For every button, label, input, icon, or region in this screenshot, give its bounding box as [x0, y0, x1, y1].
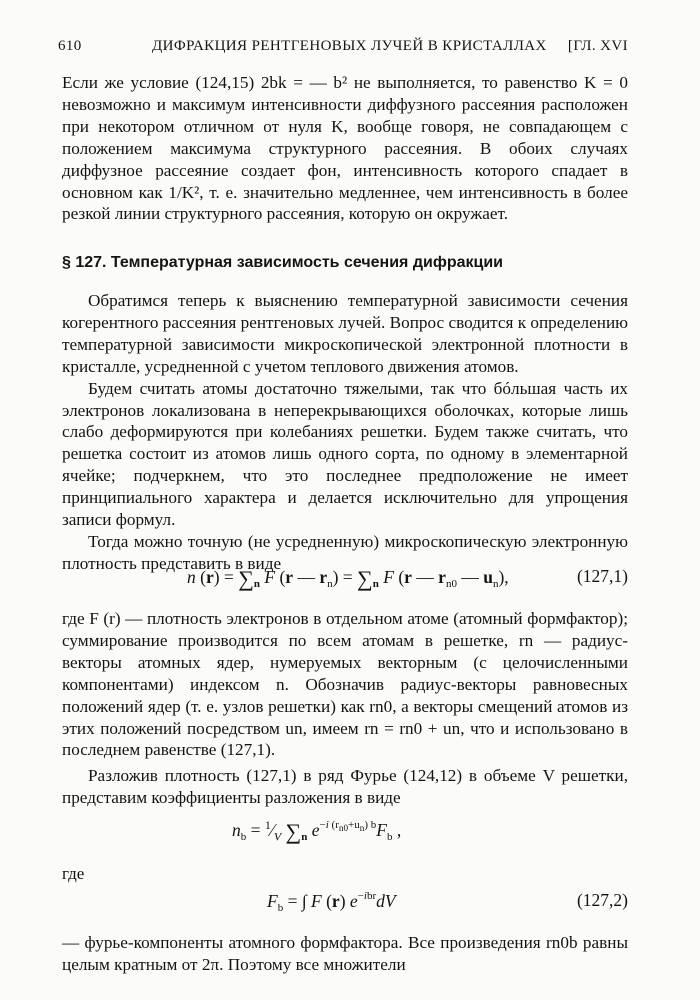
section-title: § 127. Температурная зависимость сечения дифракции: [62, 254, 503, 271]
after-eq1-block: [62, 608, 628, 761]
equation-127-1-number: (127,1): [576, 566, 628, 586]
fourier-block: [62, 765, 628, 809]
intro-paragraph: Если же условие (124,15) 2bk = — b² не выполняется, то равенство K = 0 невозможно и максимум интенсивности диффузного рассеяния расположен при некотором отличном от нуля K, вообще говоря, не совпадающем с положением максимума структурного рассеяния. В обоих случаях диффузное рассеяние создает фон, интенсивность которого спадает в основном как 1/K², т. е. значительно медленнее, чем интенсивность в более резкой линии структурного рассеяния, которую он окружает.: [62, 73, 628, 224]
intro-block: [62, 72, 628, 225]
equation-127-2-number: (127,2): [576, 890, 628, 910]
paragraph-2: Будем считать атомы достаточно тяжелыми, так что бóльшая часть их электронов локализована в неперекрывающихся оболочках, которые лишь слабо деформируются при колебаниях решетки. Будем также считать, что решетка состоит из атомов лишь одного сорта, по одному в элементарной ячейке; подчеркнем, что это последнее предположение не имеет принципиального характера и делается исключительно для упрощения записи формул.: [62, 378, 628, 530]
chapter-label: [ГЛ. XVI: [567, 38, 628, 54]
paragraph-1: Обратимся теперь к выяснению температурной зависимости сечения когерентного рассеяния рентгеновых лучей. Вопрос сводится к определению температурной зависимости микроскопической электронной плотности в кристалле, усредненной с учетом теплового движения атомов.: [62, 291, 628, 376]
equation-127-2-formula: $F_b$ = ∫ F (r) $e^{-ibr}dV$: [267, 890, 396, 914]
equation-nb: [62, 818, 628, 858]
equation-127-1: [62, 566, 628, 606]
section-body: [62, 290, 628, 575]
paragraph-3: Тогда можно точную (не усредненную) микроскопическую электронную плотность представить в виде: [62, 531, 628, 573]
equation-127-2: [62, 890, 628, 930]
running-header: [58, 38, 628, 58]
running-title: ДИФРАКЦИЯ РЕНТГЕНОВЫХ ЛУЧЕЙ В КРИСТАЛЛАХ: [152, 38, 547, 54]
final-block: [62, 932, 628, 976]
equation-nb-formula: $n_b$ = $^1⁄_V$ $\sum_n$ $e^{-i (r_{n0}+u_n) b}F_b$ ,: [232, 818, 402, 844]
final-paragraph: — фурье-компоненты атомного формфактора. Все произведения rn0b равны целым кратным от 2π. Поэтому все множители: [62, 933, 628, 974]
fourier-paragraph: Разложив плотность (127,1) в ряд Фурье (124,12) в объеме V решетки, представим коэффициенты разложения в виде: [62, 766, 628, 807]
where-word: где: [62, 864, 85, 883]
after-eq1-paragraph: где F (r) — плотность электронов в отдельном атоме (атомный формфактор); суммирование производится по всем атомам в решетке, rn — радиус-векторы атомных ядер, нумеруемых векторным (с целочисленными компонентами) индексом n. Обозначив радиус-векторы равновесных положений ядер (т. е. узлов решетки) как rn0, а векторы смещений атомов из этих положений посредством un, имеем rn = rn0 + un, что и использовано в последнем равенстве (127,1).: [62, 609, 628, 760]
page-number: 610: [58, 38, 82, 54]
equation-127-1-formula: n $(r) = \sum_n$ F (r — $r_n) = \sum_n$ F (r — $r_{n0}$ — $u_n$),: [187, 566, 509, 591]
